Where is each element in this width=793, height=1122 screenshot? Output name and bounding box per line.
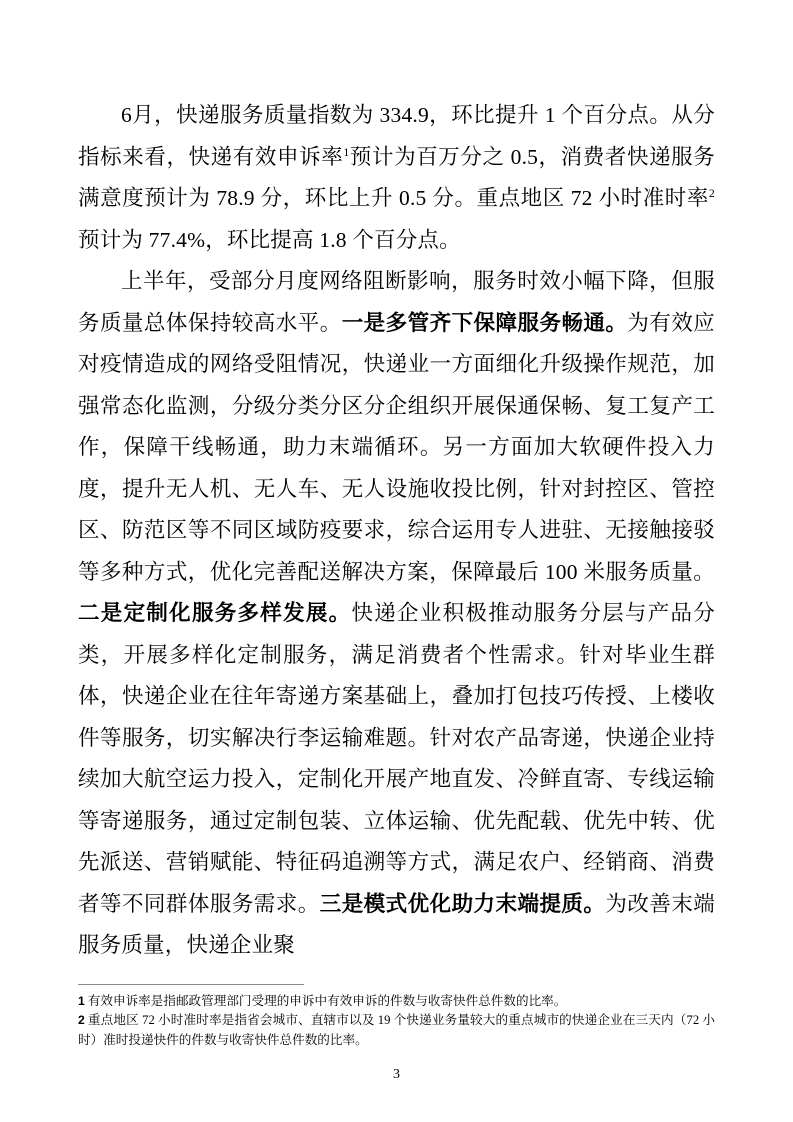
footnote-ref-1[interactable]: 1 xyxy=(343,144,350,159)
text-run: 6月，快递服务质量指数为 334.9，环比提升 1 个百分点。从分指标来看，快递有效申诉率 xyxy=(78,103,715,169)
document-body xyxy=(78,95,715,967)
text-run: 快递企业积极推动服务分层与产品分类，开展多样化定制服务，满足消费者个性需求。针对毕业生群体，快递企业在往年寄递方案基础上，叠加打包技巧传授、上楼收件等服务，切实解决行李运输难题。针对农产品寄递，快递企业持续加大航空运力投入，定制化开展产地直发、冷鲜直寄、专线运输等寄递服务，通过定制包装、立体运输、优先配载、优先中转、优先派送、营销赋能、特征码追溯等方式，满足农户、经销商、消费者等不同群体服务需求。 xyxy=(78,601,715,916)
footnote-area xyxy=(78,984,715,1051)
text-run: 预计为百万分之 0.5，消费者快递服务满意度预计为 78.9 分，环比上升 0.5 分。重点地区 72 小时准时率 xyxy=(78,144,715,210)
footnote-1 xyxy=(78,992,715,1012)
text-run-bold-heading-1: 一是多管齐下保障服务畅通。 xyxy=(341,310,628,335)
footnote-text: 有效申诉率是指邮政管理部门受理的申诉中有效申诉的件数与收寄快件总件数的比率。 xyxy=(87,993,567,1008)
paragraph-1 xyxy=(78,95,715,261)
text-run-bold-heading-2: 二是定制化服务多样发展。 xyxy=(78,601,352,625)
text-run: 上半年，受部分月度网络阻断影响，服务时效小幅下降，但服务质量总体保持较高水平。 xyxy=(78,269,715,335)
footnote-number: 2 xyxy=(78,1013,85,1027)
text-run-bold-heading-3: 三是模式优化助力末端提质。 xyxy=(319,891,606,916)
footnote-separator xyxy=(78,984,304,985)
text-run: 为有效应对疫情造成的网络受阻情况，快递业一方面细化升级操作规范，加强常态化监测，分级分类分区分企组织开展保通保畅、复工复产工作，保障干线畅通，助力末端循环。另一方面加大软硬件投入力度，提升无人机、无人车、无人设施收投比例，针对封控区、管控区、防范区等不同区域防疫要求，综合运用专人进驻、无接触接驳等多种方式，优化完善配送解决方案，保障最后 100 米服务质量。 xyxy=(78,310,715,584)
text-run: 为改善末端服务质量，快递企业聚 xyxy=(78,891,715,957)
paragraph-2 xyxy=(78,261,715,967)
footnote-ref-2[interactable]: 2 xyxy=(708,185,715,200)
footnote-number: 1 xyxy=(78,993,85,1008)
footnote-2 xyxy=(78,1011,715,1050)
footnote-text: 重点地区 72 小时准时率是指省会城市、直辖市以及 19 个快递业务量较大的重点城市的快递企业在三天内（72 小时）准时投递快件的件数与收寄快件总件数的比率。 xyxy=(78,1013,715,1047)
page-number: 3 xyxy=(393,1067,400,1082)
text-run: 预计为 77.4%，环比提高 1.8 个百分点。 xyxy=(78,227,461,252)
